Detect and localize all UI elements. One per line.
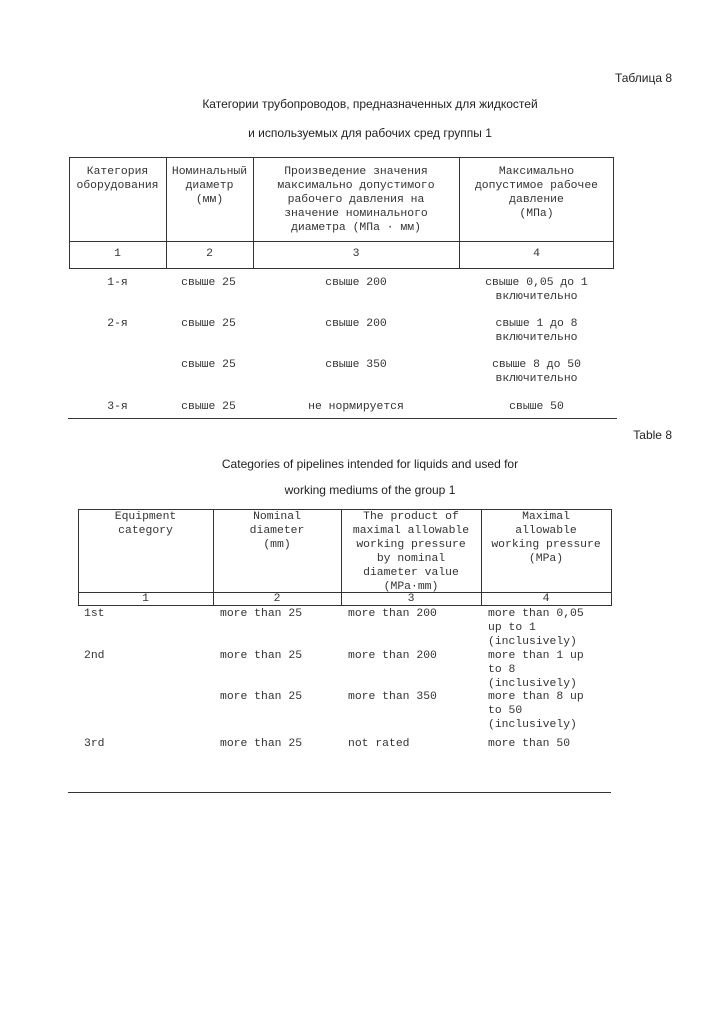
- ru-cell: свыше 1 до 8 включительно: [495, 318, 578, 344]
- ru-cell: не нормируется: [308, 401, 404, 413]
- en-col-number: 4: [542, 593, 550, 605]
- en-cell: more than 200: [348, 650, 437, 662]
- en-header-cell: Maximal allowable working pressure (MPa): [491, 511, 601, 565]
- ru-table-label: Таблица 8: [614, 71, 672, 85]
- en-cell: more than 350: [348, 691, 437, 703]
- ru-col-number: 3: [352, 248, 360, 260]
- ru-cell: свыше 200: [325, 277, 387, 289]
- en-col-number: 2: [273, 593, 281, 605]
- ru-cell: 2-я: [107, 318, 128, 330]
- en-cell: more than 1 up to 8 (inclusively): [488, 650, 584, 690]
- ru-header-cell: Максимально допустимое рабочее давление (МПа): [474, 166, 599, 220]
- en-cell: not rated: [348, 738, 410, 750]
- ru-col-number: 1: [114, 248, 121, 260]
- en-col-number: 1: [142, 593, 149, 605]
- en-cell: more than 25: [220, 738, 303, 750]
- en-table-title-line1: Categories of pipelines intended for liquids and used for: [221, 457, 519, 471]
- en-cell: more than 200: [348, 608, 437, 620]
- ru-header-cell: Произведение значения максимально допустимого рабочего давления на значение номинального диаметра (МПа · мм): [277, 166, 435, 234]
- en-cell: more than 50: [488, 738, 571, 750]
- ru-cell: свыше 25: [181, 401, 236, 413]
- ru-cell: свыше 25: [181, 318, 236, 330]
- ru-table-bottom-rule: [68, 418, 617, 419]
- ru-cell: свыше 0,05 до 1 включительно: [485, 277, 588, 303]
- en-header-cell: Equipment category: [114, 511, 177, 537]
- en-header-cell: The product of maximal allowable working pressure by nominal diameter value (MPa·mm): [352, 511, 470, 593]
- en-table-label: Table 8: [633, 428, 672, 442]
- ru-col-number: 2: [206, 248, 213, 260]
- ru-cell: свыше 50: [509, 401, 564, 413]
- en-col-divider: [611, 509, 612, 606]
- en-table-title-line2: working mediums of the group 1: [284, 483, 456, 497]
- ru-table-title-line2: и используемых для рабочих сред группы 1: [248, 126, 492, 140]
- en-bottom-rule: [68, 792, 611, 793]
- ru-cell: свыше 8 до 50 включительно: [492, 359, 581, 385]
- en-cell: 2nd: [84, 650, 105, 662]
- ru-cell: свыше 350: [325, 359, 387, 371]
- ru-cell: свыше 200: [325, 318, 387, 330]
- en-col-number: 3: [407, 593, 415, 605]
- en-header-cell: Nominal diameter (mm): [249, 511, 305, 551]
- ru-header-divider: [69, 241, 614, 242]
- ru-header-cell: Номинальный диаметр (мм): [171, 166, 248, 206]
- en-cell: more than 25: [220, 650, 303, 662]
- ru-table-title-line1: Категории трубопроводов, предназначенных для жидкостей: [202, 97, 538, 111]
- en-cell: more than 25: [220, 691, 303, 703]
- ru-header-cell: Категория оборудования: [76, 166, 159, 192]
- en-cell: more than 25: [220, 608, 303, 620]
- en-cell: 1st: [84, 608, 105, 620]
- en-cell: 3rd: [84, 738, 105, 750]
- en-cell: more than 0,05 up to 1 (inclusively): [488, 608, 584, 648]
- ru-col-number: 4: [533, 248, 540, 260]
- en-cell: more than 8 up to 50 (inclusively): [488, 691, 584, 731]
- ru-cell: 3-я: [107, 401, 128, 413]
- ru-cell: свыше 25: [181, 277, 236, 289]
- ru-cell: 1-я: [107, 277, 128, 289]
- ru-cell: свыше 25: [181, 359, 236, 371]
